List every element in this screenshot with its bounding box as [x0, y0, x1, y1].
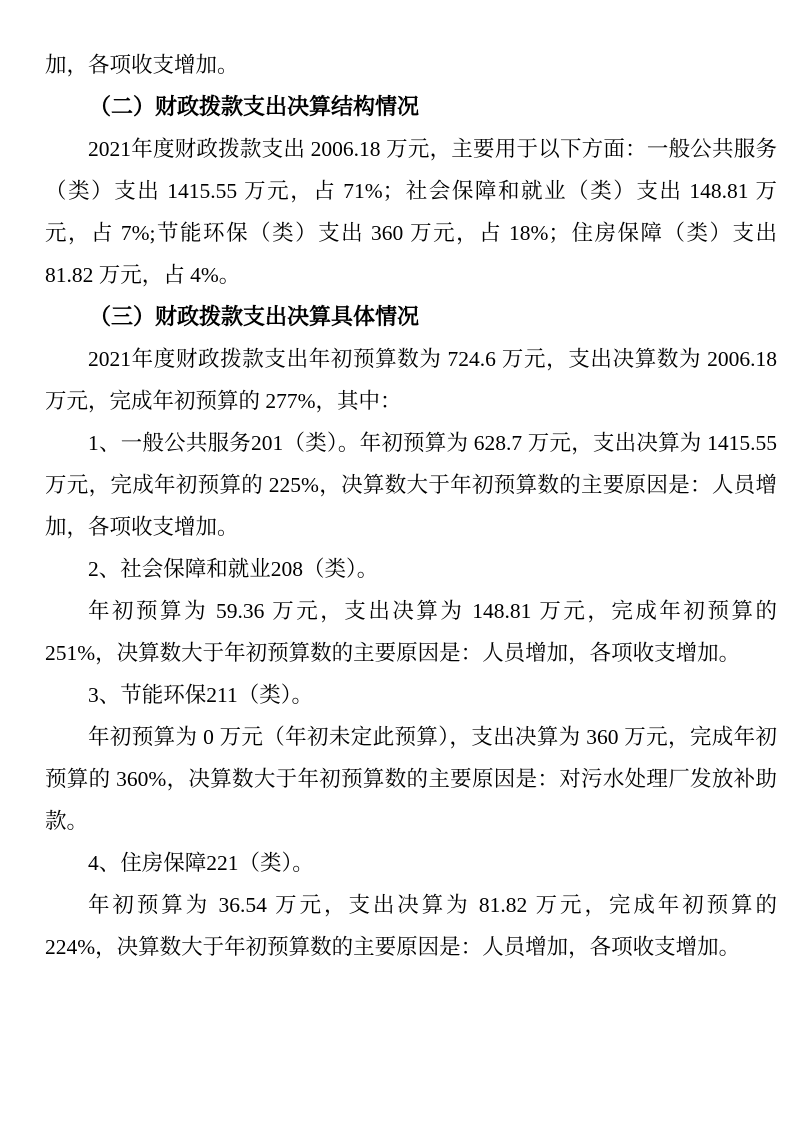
paragraph-item-2-social-security-title: 2、社会保障和就业208（类）。 [88, 557, 379, 581]
heading-section-3-expenditure-details: （三）财政拨款支出决算具体情况 [89, 304, 420, 329]
paragraph-item-2-social-security-detail: 年初预算为 59.36 万元，支出决算为 148.81 万元，完成年初预算的 251%，决算数大于年初预算数的主要原因是：人员增加，各项收支增加。 [45, 599, 777, 665]
paragraph-item-4-housing-title: 4、住房保障221（类）。 [88, 851, 314, 875]
heading-section-2-expenditure-structure: （二）财政拨款支出决算结构情况 [89, 94, 420, 119]
paragraph-expenditure-structure: 2021年度财政拨款支出 2006.18 万元，主要用于以下方面：一般公共服务（类）支出 1415.55 万元，占 71%；社会保障和就业（类）支出 148.81 万元，占 7%;节能环保（类）支出 360 万元，占 18%；住房保障（类）支出 81.82 万元，占 4%。 [45, 137, 777, 287]
paragraph-carryover: 加，各项收支增加。 [45, 53, 239, 77]
paragraph-item-3-energy-conservation-title: 3、节能环保211（类）。 [88, 683, 313, 707]
paragraph-item-1-general-public-services: 1、一般公共服务201（类）。年初预算为 628.7 万元，支出决算为 1415.55 万元，完成年初预算的 225%，决算数大于年初预算数的主要原因是：人员增加，各项收支增加。 [45, 431, 777, 539]
paragraph-item-3-energy-conservation-detail: 年初预算为 0 万元（年初未定此预算），支出决算为 360 万元，完成年初预算的 360%，决算数大于年初预算数的主要原因是：对污水处理厂发放补助款。 [45, 725, 777, 833]
paragraph-item-4-housing-detail: 年初预算为 36.54 万元，支出决算为 81.82 万元，完成年初预算的 224%，决算数大于年初预算数的主要原因是：人员增加，各项收支增加。 [45, 893, 777, 959]
paragraph-budget-overview: 2021年度财政拨款支出年初预算数为 724.6 万元，支出决算数为 2006.18 万元，完成年初预算的 277%，其中： [45, 347, 777, 413]
